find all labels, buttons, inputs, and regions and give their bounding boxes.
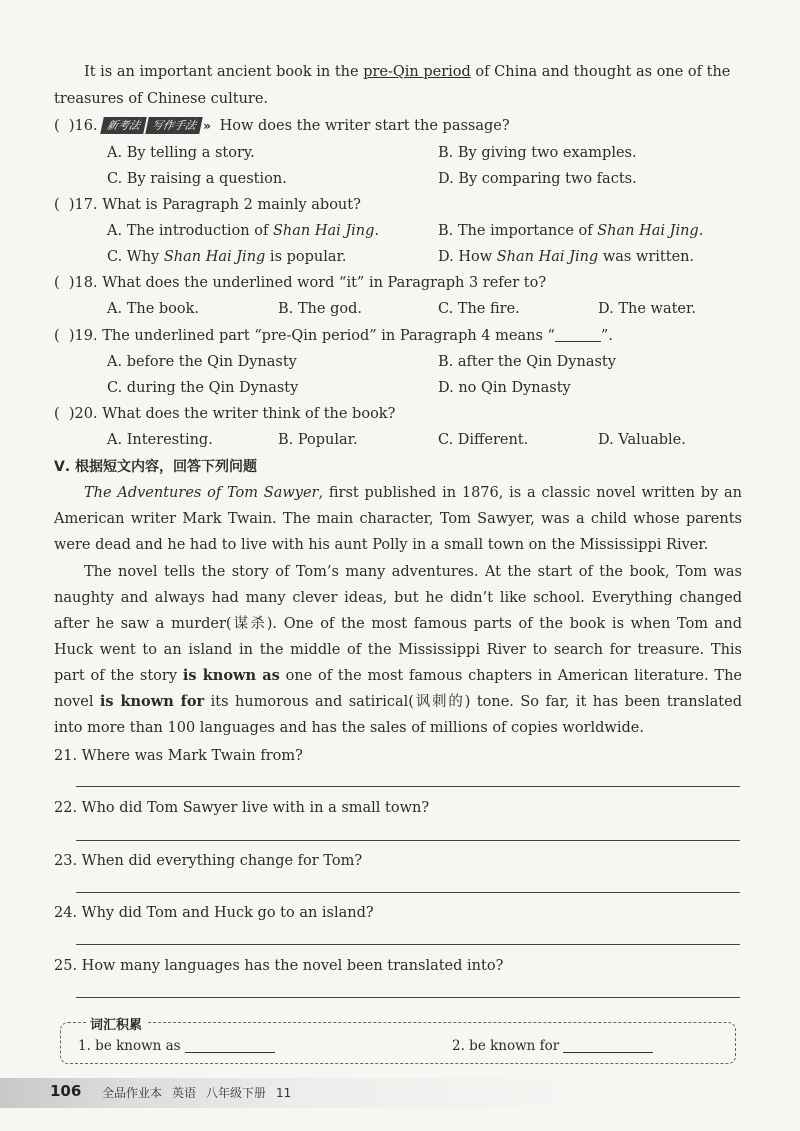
book-name: 全品作业本 (102, 1086, 163, 1100)
vocab-item-1 (78, 1036, 275, 1056)
question-25: 25. How many languages has the novel been translated into? (54, 958, 504, 974)
question-stem: What does the underlined word “it” in Paragraph 3 refer to? (102, 275, 547, 291)
option-title: Shan Hai Jing (597, 223, 699, 239)
grade-name: 八年级下册 (206, 1086, 267, 1100)
option-17b[interactable] (438, 221, 703, 241)
question-number: ( )20. (54, 406, 98, 422)
passage-paragraph-1 (54, 480, 742, 558)
option-20d[interactable]: D. Valuable. (598, 432, 686, 448)
option-text: is popular. (265, 249, 347, 265)
vocab-item-2 (452, 1036, 653, 1056)
question-number: ( )16. (54, 118, 98, 134)
option-16a[interactable]: A. By telling a story. (107, 145, 255, 161)
option-16b[interactable]: B. By giving two examples. (438, 145, 637, 161)
question-17 (54, 195, 361, 215)
vocab-title: 词汇积累 (86, 1014, 146, 1033)
option-18a[interactable]: A. The book. (107, 301, 200, 317)
vocab-phrase: 1. be known as (78, 1038, 181, 1054)
question-20 (54, 404, 395, 424)
book-info (102, 1084, 301, 1101)
question-stem: What is Paragraph 2 mainly about? (102, 197, 361, 213)
option-16c[interactable]: C. By raising a question. (107, 171, 287, 187)
chevron-right-icon: » (203, 119, 211, 133)
option-text: A. The introduction of (107, 223, 273, 239)
page-number: 106 (50, 1082, 82, 1100)
answer-line-21[interactable] (76, 786, 740, 787)
intro-line-1 (84, 62, 730, 82)
paragraph-text: The novel tells the story of Tom’s many adventures. At the start of the book, Tom was naughty and always had many clever ideas, but he didn’t like school. Everything changed after he saw a murder(谋杀). One of the most famous parts of the book is when Tom and Huck went to an island in the middle of the Mississippi River to search for treasure. This part of the story (54, 564, 742, 684)
intro-text-a: It is an important ancient book in the (84, 64, 364, 80)
bold-phrase: is known for (99, 693, 205, 710)
question-number: ( )19. (54, 328, 98, 344)
passage-paragraph-2 (54, 559, 742, 741)
question-21: 21. Where was Mark Twain from? (54, 748, 303, 764)
novel-title: The Adventures of Tom Sawyer (84, 485, 319, 501)
question-number: ( )17. (54, 197, 98, 213)
new-exam-tag: 新考法 (100, 117, 147, 134)
vocab-blank-2[interactable] (563, 1038, 653, 1053)
option-17d[interactable] (438, 247, 694, 267)
option-title: Shan Hai Jing (163, 249, 266, 265)
paragraph-text: its humorous and satirical(讽刺的) tone. So far, it has been translated into more than 100 languages and has the sales of millions of copies worldwide. (54, 694, 742, 736)
paragraph-text: one of the most famous chapters in American literature. The novel (54, 668, 742, 710)
option-text: was written. (598, 249, 695, 265)
question-24: 24. Why did Tom and Huck go to an island? (54, 905, 374, 921)
option-text: . (374, 223, 380, 239)
option-text: . (698, 223, 704, 239)
option-text: B. The importance of (438, 223, 598, 239)
option-20a[interactable]: A. Interesting. (107, 432, 213, 448)
option-19a[interactable]: A. before the Qin Dynasty (107, 354, 297, 370)
option-20c[interactable]: C. Different. (438, 432, 529, 448)
question-stem: What does the writer think of the book? (102, 406, 396, 422)
option-18d[interactable]: D. The water. (598, 301, 696, 317)
answer-line-25[interactable] (76, 997, 740, 998)
book-code: 11 (276, 1086, 292, 1100)
subject-name: 英语 (172, 1086, 197, 1100)
answer-line-22[interactable] (76, 840, 740, 841)
option-19c[interactable]: C. during the Qin Dynasty (107, 380, 299, 396)
writing-method-tag: 写作手法 (145, 117, 203, 134)
vocab-phrase: 2. be known for (452, 1038, 560, 1054)
question-23: 23. When did everything change for Tom? (54, 853, 363, 869)
option-17c[interactable] (107, 247, 347, 267)
intro-text-b: of China and thought as one of the (470, 64, 731, 80)
option-text: C. Why (107, 249, 164, 265)
option-18c[interactable]: C. The fire. (438, 301, 520, 317)
question-18 (54, 273, 546, 293)
section-5-title: Ⅴ. 根据短文内容，回答下列问题 (54, 459, 258, 475)
option-18b[interactable]: B. The god. (278, 301, 362, 317)
answer-line-23[interactable] (76, 892, 740, 893)
question-19 (54, 326, 613, 346)
option-title: Shan Hai Jing (272, 223, 375, 239)
question-22: 22. Who did Tom Sawyer live with in a small town? (54, 800, 430, 816)
intro-line-2: treasures of Chinese culture. (54, 91, 269, 107)
intro-underlined: pre-Qin period (363, 64, 471, 80)
answer-blank[interactable] (555, 327, 601, 342)
vocab-blank-1[interactable] (185, 1038, 275, 1053)
question-stem: The underlined part “pre-Qin period” in Paragraph 4 means “ (102, 328, 555, 344)
paragraph-text: , first published in 1876, is a classic novel written by an American writer Mark Twain. The main character, Tom Sawyer, was a child whose parents were dead and he had to live with his aunt Polly in a small town on the Mississippi River. (54, 485, 743, 553)
question-stem: How does the writer start the passage? (219, 118, 510, 134)
question-16 (54, 116, 510, 136)
option-19d[interactable]: D. no Qin Dynasty (438, 380, 571, 396)
option-title: Shan Hai Jing (496, 249, 599, 265)
option-17a[interactable] (107, 221, 379, 241)
option-text: D. How (438, 249, 497, 265)
question-number: ( )18. (54, 275, 98, 291)
question-stem-end: ”. (600, 328, 613, 344)
option-19b[interactable]: B. after the Qin Dynasty (438, 354, 616, 370)
answer-line-24[interactable] (76, 944, 740, 945)
option-16d[interactable]: D. By comparing two facts. (438, 171, 637, 187)
bold-phrase: is known as (182, 667, 280, 684)
option-20b[interactable]: B. Popular. (278, 432, 358, 448)
